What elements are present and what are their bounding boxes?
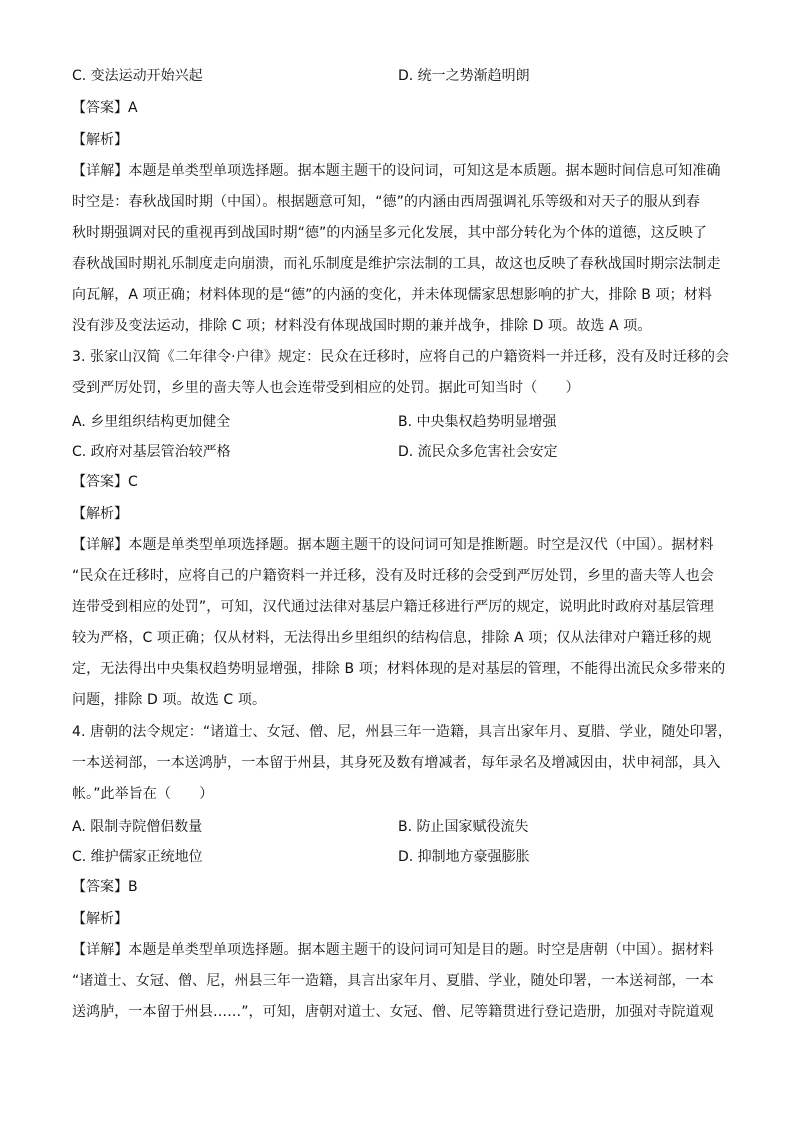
q4-detail-line: 【详解】本题是单类型单项选择题。据本题主题干的设问词可知是目的题。时空是唐朝（中国）。据材料	[72, 942, 714, 958]
q3-option-c: C. 政府对基层管治较严格	[72, 444, 231, 460]
q3-answer: 【答案】C	[72, 474, 138, 490]
q4-options-row-ab	[72, 817, 736, 837]
q3-options-row-ab	[72, 412, 736, 432]
q4-option-c: C. 维护儒家正统地位	[72, 849, 203, 865]
q2-options-row-cd	[72, 66, 736, 86]
q2-detail-line: 没有涉及变法运动，排除 C 项；材料没有体现战国时期的兼并战争，排除 D 项。故选 A 项。	[72, 318, 652, 334]
q3-detail-line: 连带受到相应的处罚”，可知，汉代通过法律对基层户籍迁移进行严厉的规定，说明此时政府对基层管理	[72, 599, 714, 615]
q3-detail-line: 定，无法得出中央集权趋势明显增强，排除 B 项；材料体现的是对基层的管理，不能得出流民众多带来的	[72, 661, 726, 677]
q3-detail-line: 较为严格，C 项正确；仅从材料，无法得出乡里组织的结构信息，排除 A 项；仅从法律对户籍迁移的规	[72, 630, 712, 646]
q4-option-a: A. 限制寺院僧侣数量	[72, 819, 203, 835]
q3-stem-line: 3. 张家山汉简《二年律令·户律》规定：民众在迁移时，应将自己的户籍资料一并迁移，没有及时迁移的会	[72, 349, 730, 365]
q2-option-c: C. 变法运动开始兴起	[72, 68, 203, 84]
q4-analysis-label: 【解析】	[72, 911, 128, 927]
q2-detail-line: 向瓦解，A 项正确；材料体现的是“德”的内涵的变化，并未体现儒家思想影响的扩大，排除 B 项；材料	[72, 287, 712, 303]
q3-detail-line: 问题，排除 D 项。故选 C 项。	[72, 692, 267, 708]
q3-option-d: D. 流民众多危害社会安定	[398, 444, 558, 460]
q2-detail-line: 春秋战国时期礼乐制度走向崩溃，而礼乐制度是维护宗法制的工具，故这也反映了春秋战国时期宗法制走	[72, 256, 721, 272]
q3-stem-line: 受到严厉处罚，乡里的啬夫等人也会连带受到相应的处罚。据此可知当时（ ）	[72, 380, 580, 396]
q3-analysis-label: 【解析】	[72, 506, 128, 522]
q4-detail-line: 送鸿胪，一本留于州县……”，可知，唐朝对道士、女冠、僧、尼等籍贯进行登记造册，加强对寺院道观	[72, 1004, 714, 1020]
q4-option-d: D. 抑制地方豪强膨胀	[398, 849, 530, 865]
q2-detail-line: 【详解】本题是单类型单项选择题。据本题主题干的设问词，可知这是本质题。据本题时间信息可知准确	[72, 163, 721, 179]
q2-detail-line: 时空是：春秋战国时期（中国）。根据题意可知，“德”的内涵由西周强调礼乐等级和对天子的服从到春	[72, 194, 701, 210]
q4-stem-line: 一本送祠部，一本送鸿胪，一本留于州县，其身死及数有增减者，每年录名及增减因由，状申祠部，具入	[72, 755, 721, 771]
q4-option-b: B. 防止国家赋役流失	[398, 819, 529, 835]
q2-analysis-label: 【解析】	[72, 132, 128, 148]
q4-detail-line: “诸道士、女冠、僧、尼，州县三年一造籍，具言出家年月、夏腊、学业，随处印署，一本送祠部，一本	[72, 973, 714, 989]
q2-option-d: D. 统一之势渐趋明朗	[398, 68, 530, 84]
q3-option-b: B. 中央集权趋势明显增强	[398, 414, 557, 430]
q2-detail-line: 秋时期强调对民的重视再到战国时期“德”的内涵呈多元化发展，其中部分转化为个体的道德，这反映了	[72, 225, 708, 241]
q3-option-a: A. 乡里组织结构更加健全	[72, 414, 231, 430]
q4-stem-line: 4. 唐朝的法令规定：“诸道士、女冠、僧、尼，州县三年一造籍，具言出家年月、夏腊、学业，随处印署，	[72, 724, 732, 740]
q4-answer: 【答案】B	[72, 879, 138, 895]
q3-detail-line: 【详解】本题是单类型单项选择题。据本题主题干的设问词可知是推断题。时空是汉代（中国）。据材料	[72, 537, 714, 553]
q4-stem-line: 帐。”此举旨在（ ）	[72, 786, 214, 802]
q3-detail-line: “民众在迁移时，应将自己的户籍资料一并迁移，没有及时迁移的会受到严厉处罚，乡里的啬夫等人也会	[72, 568, 714, 584]
q3-options-row-cd	[72, 442, 736, 462]
q2-answer: 【答案】A	[72, 100, 138, 116]
q4-options-row-cd	[72, 847, 736, 867]
